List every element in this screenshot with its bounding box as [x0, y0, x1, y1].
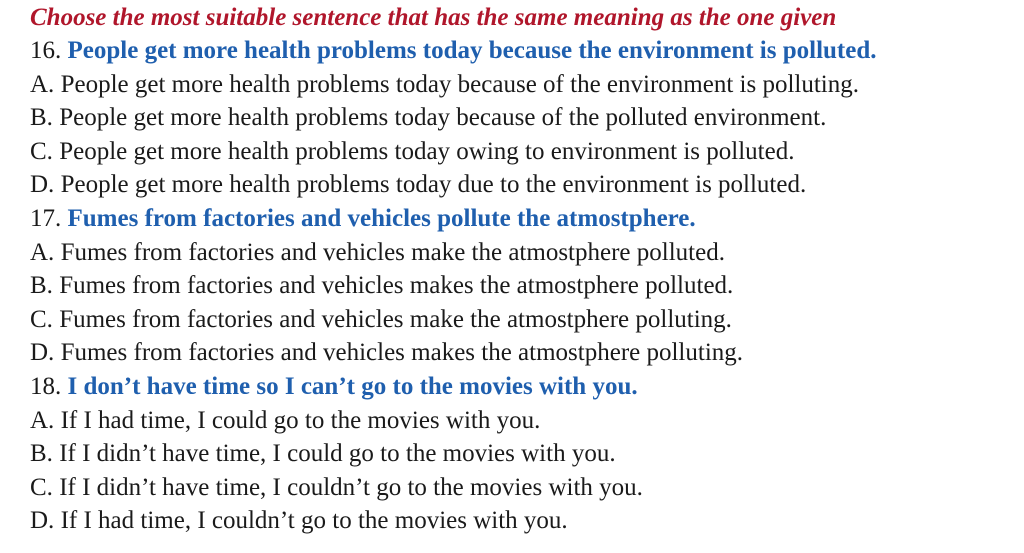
option-text: Fumes from factories and vehicles make the atmostphere polluting.	[59, 305, 732, 333]
option-text: Fumes from factories and vehicles make the atmostphere polluted.	[60, 238, 725, 266]
question-text: Fumes from factories and vehicles pollute the atmostphere.	[67, 204, 696, 232]
option-letter: C.	[30, 305, 53, 333]
option-c[interactable]	[30, 303, 1024, 337]
question-18	[30, 370, 1024, 538]
option-text: People get more health problems today owing to environment is polluted.	[59, 137, 795, 165]
option-letter: B.	[30, 272, 53, 300]
option-letter: A.	[30, 238, 55, 266]
instruction-heading: Choose the most suitable sentence that has the same meaning as the one given	[30, 4, 837, 31]
option-letter: A.	[30, 70, 55, 98]
option-b[interactable]	[30, 269, 1024, 303]
option-a[interactable]	[30, 68, 1024, 102]
option-a[interactable]	[30, 236, 1024, 270]
option-text: Fumes from factories and vehicles makes the atmostphere polluting.	[60, 339, 744, 367]
option-c[interactable]	[30, 135, 1024, 169]
question-prompt	[30, 202, 1024, 236]
option-letter: D.	[30, 171, 55, 199]
option-b[interactable]	[30, 101, 1024, 135]
option-text: People get more health problems today because of the environment is polluting.	[60, 70, 859, 98]
option-d[interactable]	[30, 336, 1024, 370]
option-text: If I didn’t have time, I could go to the movies with you.	[59, 440, 616, 468]
question-number: 18.	[30, 372, 62, 400]
option-b[interactable]	[30, 437, 1024, 471]
question-text: I don’t have time so I can’t go to the movies with you.	[67, 372, 638, 400]
option-text: People get more health problems today due to the environment is polluted.	[60, 171, 807, 199]
option-letter: D.	[30, 507, 55, 535]
question-number: 17.	[30, 204, 62, 232]
option-d[interactable]	[30, 504, 1024, 538]
option-letter: D.	[30, 339, 55, 367]
question-text: People get more health problems today because the environment is polluted.	[67, 37, 877, 64]
option-d[interactable]	[30, 168, 1024, 202]
option-c[interactable]	[30, 471, 1024, 505]
question-number: 16.	[30, 37, 62, 64]
option-text: If I didn’t have time, I couldn’t go to the movies with you.	[59, 473, 643, 501]
option-letter: B.	[30, 104, 53, 132]
option-a[interactable]	[30, 404, 1024, 438]
question-17	[30, 202, 1024, 370]
option-text: Fumes from factories and vehicles makes the atmostphere polluted.	[59, 272, 734, 300]
option-text: People get more health problems today because of the polluted environment.	[59, 104, 827, 132]
option-letter: C.	[30, 137, 53, 165]
option-text: If I had time, I could go to the movies with you.	[60, 406, 541, 434]
exercise-page	[0, 1, 1024, 553]
option-letter: A.	[30, 406, 55, 434]
option-letter: C.	[30, 473, 53, 501]
question-prompt	[30, 370, 1024, 404]
option-text: If I had time, I couldn’t go to the movies with you.	[60, 507, 568, 535]
question-16	[30, 34, 1024, 202]
option-letter: B.	[30, 440, 53, 468]
question-prompt	[30, 34, 1024, 68]
